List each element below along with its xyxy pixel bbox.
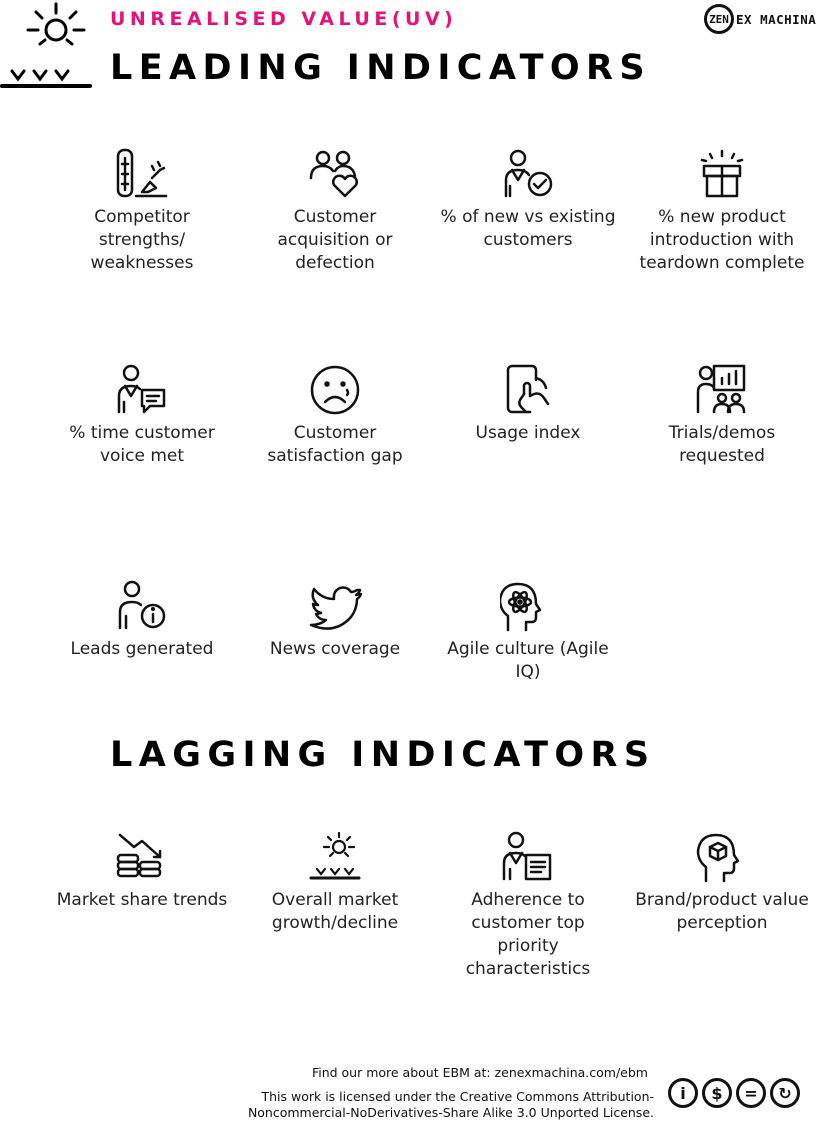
coins-trend-down-icon <box>114 831 170 883</box>
indicator-market-growth <box>245 831 425 935</box>
indicator-label: Market share trends <box>56 890 228 910</box>
indicator-satisfaction-gap <box>245 364 425 468</box>
indicator-label: News coverage <box>269 639 401 659</box>
indicator-trials-demos <box>632 364 812 468</box>
indicator-customer-acquisition <box>245 148 425 275</box>
brand-mark: ZEN <box>704 4 734 34</box>
indicator-label: Agile culture (Agile IQ) <box>447 639 609 682</box>
person-speech-icon <box>114 364 170 416</box>
leading-indicators-title: LEADING INDICATORS <box>110 48 652 88</box>
person-info-icon <box>114 580 170 632</box>
indicator-market-share <box>52 831 232 912</box>
indicator-label: Brand/product value perception <box>635 890 809 933</box>
indicator-agile-culture <box>438 580 618 684</box>
indicator-label: Competitor strengths/ weaknesses <box>90 207 194 273</box>
indicator-brand-perception <box>632 831 812 935</box>
sun-sprout-logo-icon <box>0 0 100 95</box>
indicator-leads-generated <box>52 580 232 661</box>
cc-noncommercial-icon: $ <box>702 1078 732 1108</box>
page-subtitle: UNREALISED VALUE(UV) <box>110 8 458 30</box>
indicator-label: Customer acquisition or defection <box>277 207 393 273</box>
brand-name: EX MACHINA <box>736 11 817 27</box>
footer-license-line-2: Noncommercial-NoDerivatives-Share Alike 3.0 Unported License. <box>247 1105 654 1120</box>
indicator-label: Customer satisfaction gap <box>267 423 403 466</box>
indicator-label: Adherence to customer top priority characteristics <box>465 890 591 979</box>
cc-attribution-icon: i <box>668 1078 698 1108</box>
indicator-usage-index <box>438 364 618 445</box>
phone-touch-icon <box>500 364 556 416</box>
cc-noderivatives-icon: = <box>736 1078 766 1108</box>
twitter-bird-icon <box>307 580 363 632</box>
thermometer-icon <box>114 148 170 200</box>
indicator-new-product-teardown <box>632 148 812 275</box>
creative-commons-badges <box>668 1078 800 1108</box>
person-list-icon <box>500 831 556 883</box>
indicator-label: Trials/demos requested <box>668 423 776 466</box>
indicator-label: % new product introduction with teardown complete <box>639 207 805 273</box>
head-atom-icon <box>500 580 556 632</box>
lagging-indicators-title: LAGGING INDICATORS <box>110 735 656 775</box>
head-cube-icon <box>694 831 750 883</box>
indicator-label: Overall market growth/decline <box>271 890 399 933</box>
footer-license-line-1: This work is licensed under the Creative Commons Attribution- <box>261 1089 654 1104</box>
indicator-label: % of new vs existing customers <box>440 207 616 250</box>
indicator-adherence-priorities <box>438 831 618 981</box>
indicator-news-coverage <box>245 580 425 661</box>
sun-sprout-icon <box>307 831 363 883</box>
cc-sharealike-icon: ↻ <box>770 1078 800 1108</box>
indicator-label: % time customer voice met <box>69 423 215 466</box>
presentation-icon <box>694 364 750 416</box>
indicator-label: Leads generated <box>70 639 214 659</box>
footer-more-info: Find our more about EBM at: zenexmachina.com/ebm <box>311 1065 648 1080</box>
indicator-new-vs-existing <box>438 148 618 252</box>
indicator-label: Usage index <box>475 423 581 443</box>
sad-face-icon <box>307 364 363 416</box>
indicator-customer-voice <box>52 364 232 468</box>
indicator-competitor-strengths <box>52 148 232 275</box>
person-check-icon <box>500 148 556 200</box>
brand-logo <box>704 4 816 34</box>
people-heart-icon <box>307 148 363 200</box>
gift-box-icon <box>694 148 750 200</box>
